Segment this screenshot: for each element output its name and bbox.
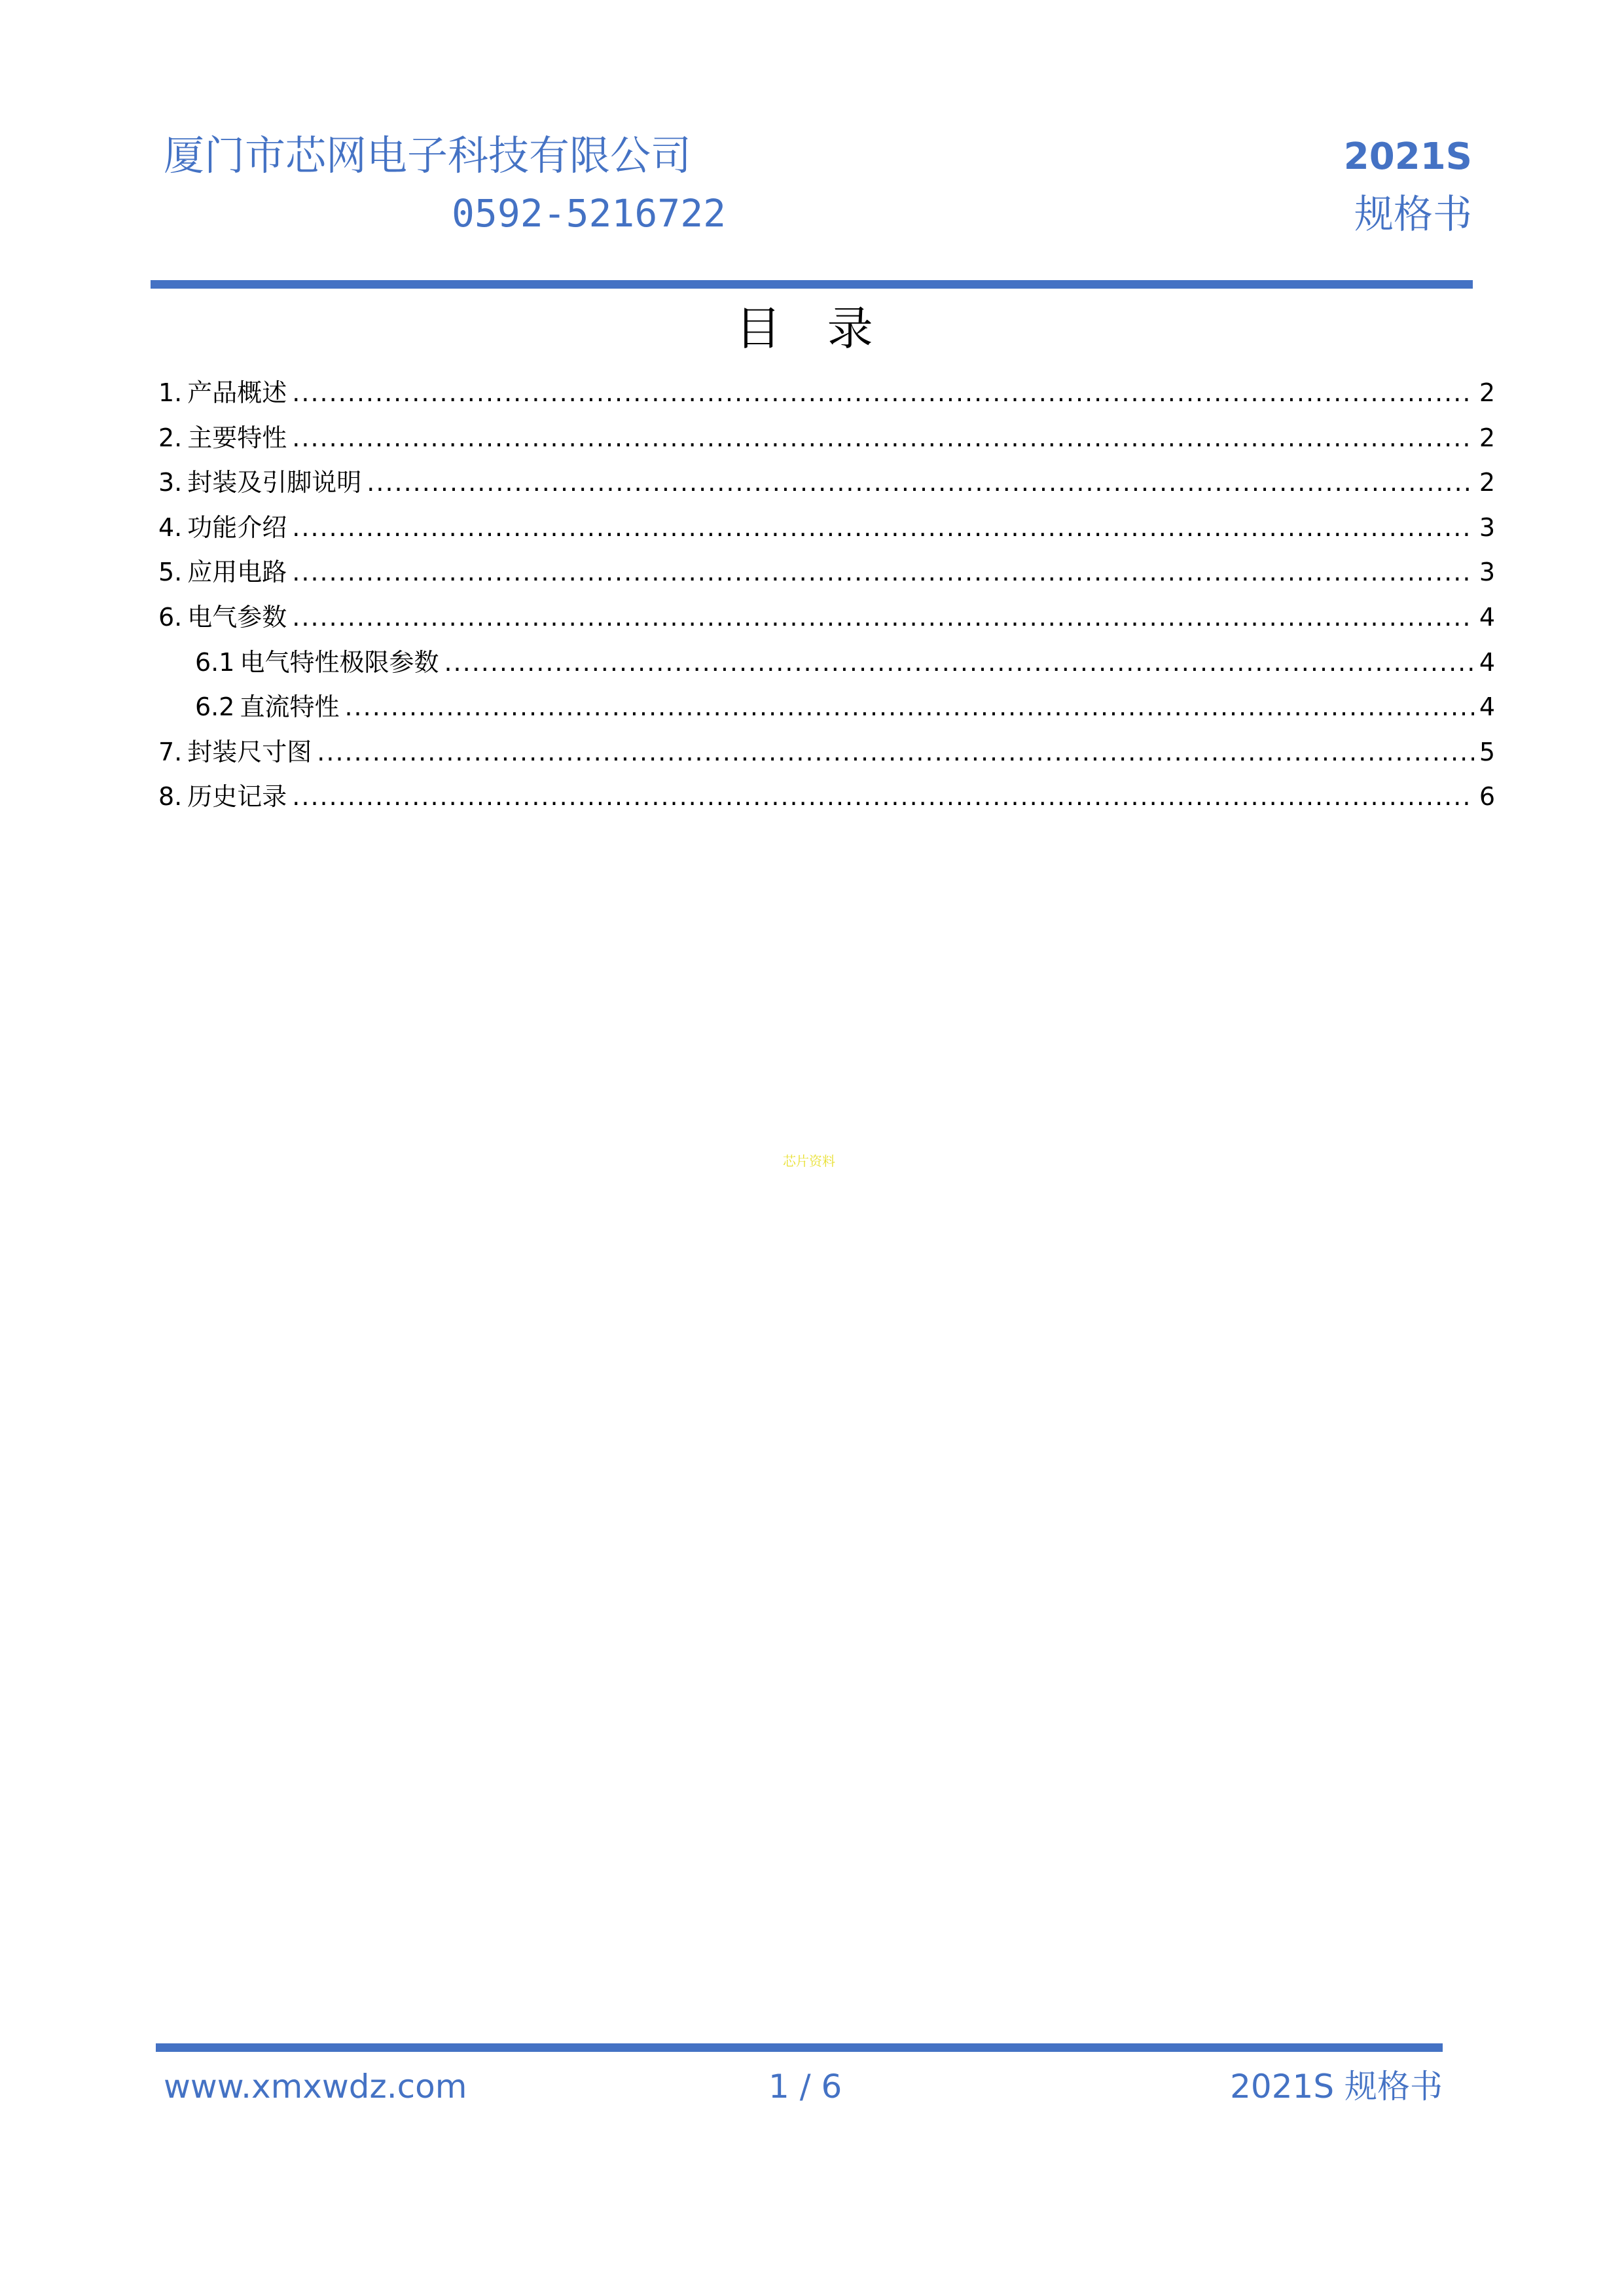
toc-item-number: 6. bbox=[158, 602, 183, 632]
toc-item-page: 3 bbox=[1479, 558, 1495, 587]
toc-item-number: 5. bbox=[158, 558, 183, 587]
toc-item-label: 历史记录 bbox=[187, 782, 287, 812]
footer-document-title: 2021S 规格书 bbox=[1230, 2068, 1443, 2106]
toc-item-page: 5 bbox=[1479, 737, 1495, 766]
toc-item-dc-characteristics[interactable] bbox=[158, 685, 1495, 730]
table-of-contents bbox=[158, 370, 1495, 819]
toc-dot-leader bbox=[292, 774, 1474, 819]
toc-item-absolute-ratings[interactable] bbox=[158, 640, 1495, 685]
toc-item-label: 主要特性 bbox=[187, 423, 287, 452]
toc-title: 目 录 bbox=[735, 302, 889, 355]
toc-item-number: 6.1 bbox=[195, 647, 235, 677]
company-name: 厦门市芯网电子科技有限公司 bbox=[164, 132, 692, 179]
toc-item-page: 4 bbox=[1479, 692, 1495, 722]
toc-dot-leader bbox=[292, 370, 1474, 415]
watermark-text: 芯片资料 bbox=[783, 1153, 835, 1169]
toc-item-label: 功能介绍 bbox=[187, 512, 287, 542]
toc-item-page: 2 bbox=[1479, 468, 1495, 497]
document-type: 规格书 bbox=[1354, 192, 1472, 238]
toc-dot-leader bbox=[317, 730, 1474, 774]
toc-item-number: 8. bbox=[158, 782, 183, 812]
toc-dot-leader bbox=[292, 595, 1474, 639]
toc-item-page: 4 bbox=[1479, 602, 1495, 632]
toc-item-number: 4. bbox=[158, 512, 183, 542]
toc-item-number: 2. bbox=[158, 423, 183, 452]
model-number: 2021S bbox=[1343, 135, 1472, 178]
toc-item-number: 3. bbox=[158, 468, 183, 497]
toc-item-label: 电气参数 bbox=[187, 602, 287, 632]
toc-item-functions[interactable] bbox=[158, 505, 1495, 550]
footer-divider bbox=[156, 2043, 1443, 2052]
toc-dot-leader bbox=[292, 505, 1474, 550]
toc-dot-leader bbox=[292, 416, 1474, 460]
toc-item-label: 封装尺寸图 bbox=[187, 737, 312, 766]
footer-page-number: 1 / 6 bbox=[768, 2068, 842, 2106]
company-phone: 0592-5216722 bbox=[452, 191, 727, 236]
toc-item-revision-history[interactable] bbox=[158, 774, 1495, 819]
toc-dot-leader bbox=[367, 460, 1474, 505]
footer-website-link[interactable]: www.xmxwdz.com bbox=[164, 2068, 467, 2106]
toc-item-features[interactable] bbox=[158, 416, 1495, 461]
toc-item-overview[interactable] bbox=[158, 370, 1495, 416]
toc-item-label: 电气特性极限参数 bbox=[240, 647, 439, 677]
toc-item-page: 2 bbox=[1479, 378, 1495, 407]
toc-item-number: 1. bbox=[158, 378, 183, 407]
toc-item-page: 2 bbox=[1479, 423, 1495, 452]
toc-item-number: 6.2 bbox=[195, 692, 235, 722]
toc-item-label: 直流特性 bbox=[240, 692, 340, 722]
toc-item-electrical-parameters[interactable] bbox=[158, 595, 1495, 640]
toc-item-package-dimensions[interactable] bbox=[158, 730, 1495, 775]
toc-item-application-circuit[interactable] bbox=[158, 550, 1495, 595]
toc-item-label: 产品概述 bbox=[187, 378, 287, 407]
toc-item-page: 4 bbox=[1479, 647, 1495, 677]
toc-item-page: 6 bbox=[1479, 782, 1495, 812]
header-divider bbox=[151, 280, 1473, 289]
toc-dot-leader bbox=[444, 640, 1473, 685]
toc-item-label: 封装及引脚说明 bbox=[187, 468, 362, 497]
toc-item-page: 3 bbox=[1479, 512, 1495, 542]
toc-dot-leader bbox=[292, 550, 1474, 594]
toc-item-number: 7. bbox=[158, 737, 183, 766]
toc-item-package-pins[interactable] bbox=[158, 460, 1495, 505]
toc-dot-leader bbox=[344, 685, 1473, 729]
toc-item-label: 应用电路 bbox=[187, 558, 287, 587]
